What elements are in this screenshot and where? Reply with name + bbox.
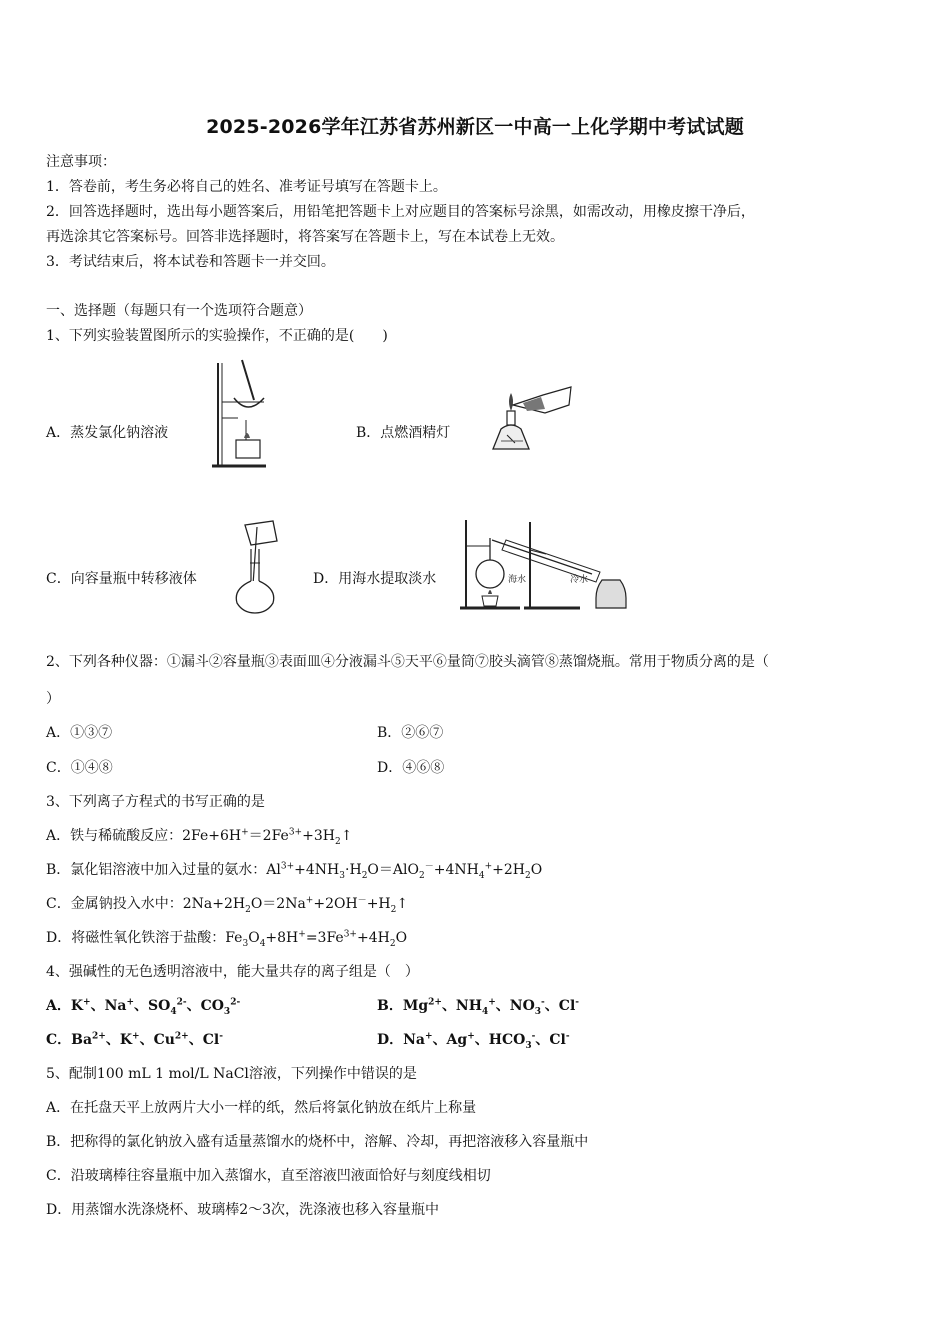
q5-option-d: D．用蒸馏水洗涤烧杯、玻璃棒2～3次，洗涤液也移入容量瓶中 [46, 1202, 440, 1218]
section-heading: 一、选择题（每题只有一个选项符合题意） [46, 303, 312, 319]
q3-stem: 3、下列离子方程式的书写正确的是 [46, 794, 265, 810]
seawater-label: 海水 [508, 575, 527, 585]
alcohol-lamp-figure [483, 383, 575, 453]
q4-option-d: D．Na+、Ag+、$HCO_3^-$、Cl- [377, 1031, 570, 1051]
q4-option-a: A．K+、Na+、$SO_4^{2-}$、$CO_3^{2-}$ [46, 997, 241, 1017]
q3-option-a: A．铁与稀硫酸反应：$2Fe+6H^+=2Fe^{3+}+3H_2↑$ [46, 827, 353, 847]
q2-option-d: D．④⑥⑧ [377, 760, 445, 776]
notice-item-2-cont: 再选涂其它答案标号。回答非选择题时，将答案写在答题卡上，写在本试卷上无效。 [46, 229, 564, 245]
q5-option-b: B．把称得的氯化钠放入盛有适量蒸馏水的烧杯中，溶解、冷却，再把溶液移入容量瓶中 [46, 1134, 589, 1150]
q4-option-b: B．$Mg^{2+}$、$NH_4^+$、$NO_3^-$、Cl- [377, 997, 580, 1017]
q1-stem: 1、下列实验装置图所示的实验操作，不正确的是( ) [46, 328, 388, 344]
page-title: 2025-2026学年江苏省苏州新区一中高一上化学期中考试试题 [206, 116, 744, 138]
q1-option-a: A．蒸发氯化钠溶液 [46, 425, 169, 441]
q5-stem: 5、配制100 mL 1 mol/L NaCl溶液，下列操作中错误的是 [46, 1066, 417, 1082]
q3-option-b: B．氯化铝溶液中加入过量的氨水：$Al^{3+}+4NH_3\cdot H_2O=AlO_2^-+4NH_4^++2H_2O$ [46, 861, 543, 881]
notice-item-3: 3．考试结束后，将本试卷和答题卡一并交回。 [46, 254, 335, 270]
cold-water-label: 冷水 [570, 575, 589, 585]
q4-stem: 4、强碱性的无色透明溶液中，能大量共存的离子组是（ ） [46, 964, 419, 980]
q2-stem: 2、下列各种仪器：①漏斗②容量瓶③表面皿④分液漏斗⑤天平⑥量筒⑦胶头滴管⑧蒸馏烧瓶。常用于物质分离的是（ [46, 654, 769, 670]
q1-option-b: B．点燃酒精灯 [356, 425, 451, 441]
q3-option-c: C．金属钠投入水中：$2Na+2H_2O=2Na^++2OH^-+H_2↑$ [46, 895, 409, 915]
q2-option-a: A．①③⑦ [46, 725, 113, 741]
notice-item-2: 2．回答选择题时，选出每小题答案后，用铅笔把答题卡上对应题目的答案标号涂黑，如需改动，用橡皮擦干净后， [46, 204, 755, 220]
notice-item-1: 1．答卷前，考生务必将自己的姓名、准考证号填写在答题卡上。 [46, 179, 447, 195]
notice-heading: 注意事项： [46, 154, 116, 170]
q5-option-c: C．沿玻璃棒往容量瓶中加入蒸馏水，直至溶液凹液面恰好与刻度线相切 [46, 1168, 491, 1184]
q2-option-b: B．②⑥⑦ [377, 725, 444, 741]
q2-option-c: C．①④⑧ [46, 760, 113, 776]
volumetric-flask-figure [229, 519, 291, 615]
q1-option-d: D．用海水提取淡水 [313, 571, 437, 587]
q3-option-d: D．将磁性氧化铁溶于盐酸：$Fe_3O_4+8H^+=3Fe^{3+}+4H_2O$ [46, 929, 408, 949]
q4-option-c: C．$Ba^{2+}$、K+、$Cu^{2+}$、Cl- [46, 1031, 223, 1048]
distillation-apparatus-figure [460, 516, 632, 612]
q2-stem-end: ） [46, 691, 60, 707]
q5-option-a: A．在托盘天平上放两片大小一样的纸，然后将氯化钠放在纸片上称量 [46, 1100, 477, 1116]
q1-option-c: C．向容量瓶中转移液体 [46, 571, 197, 587]
evaporation-apparatus-figure [208, 358, 268, 470]
